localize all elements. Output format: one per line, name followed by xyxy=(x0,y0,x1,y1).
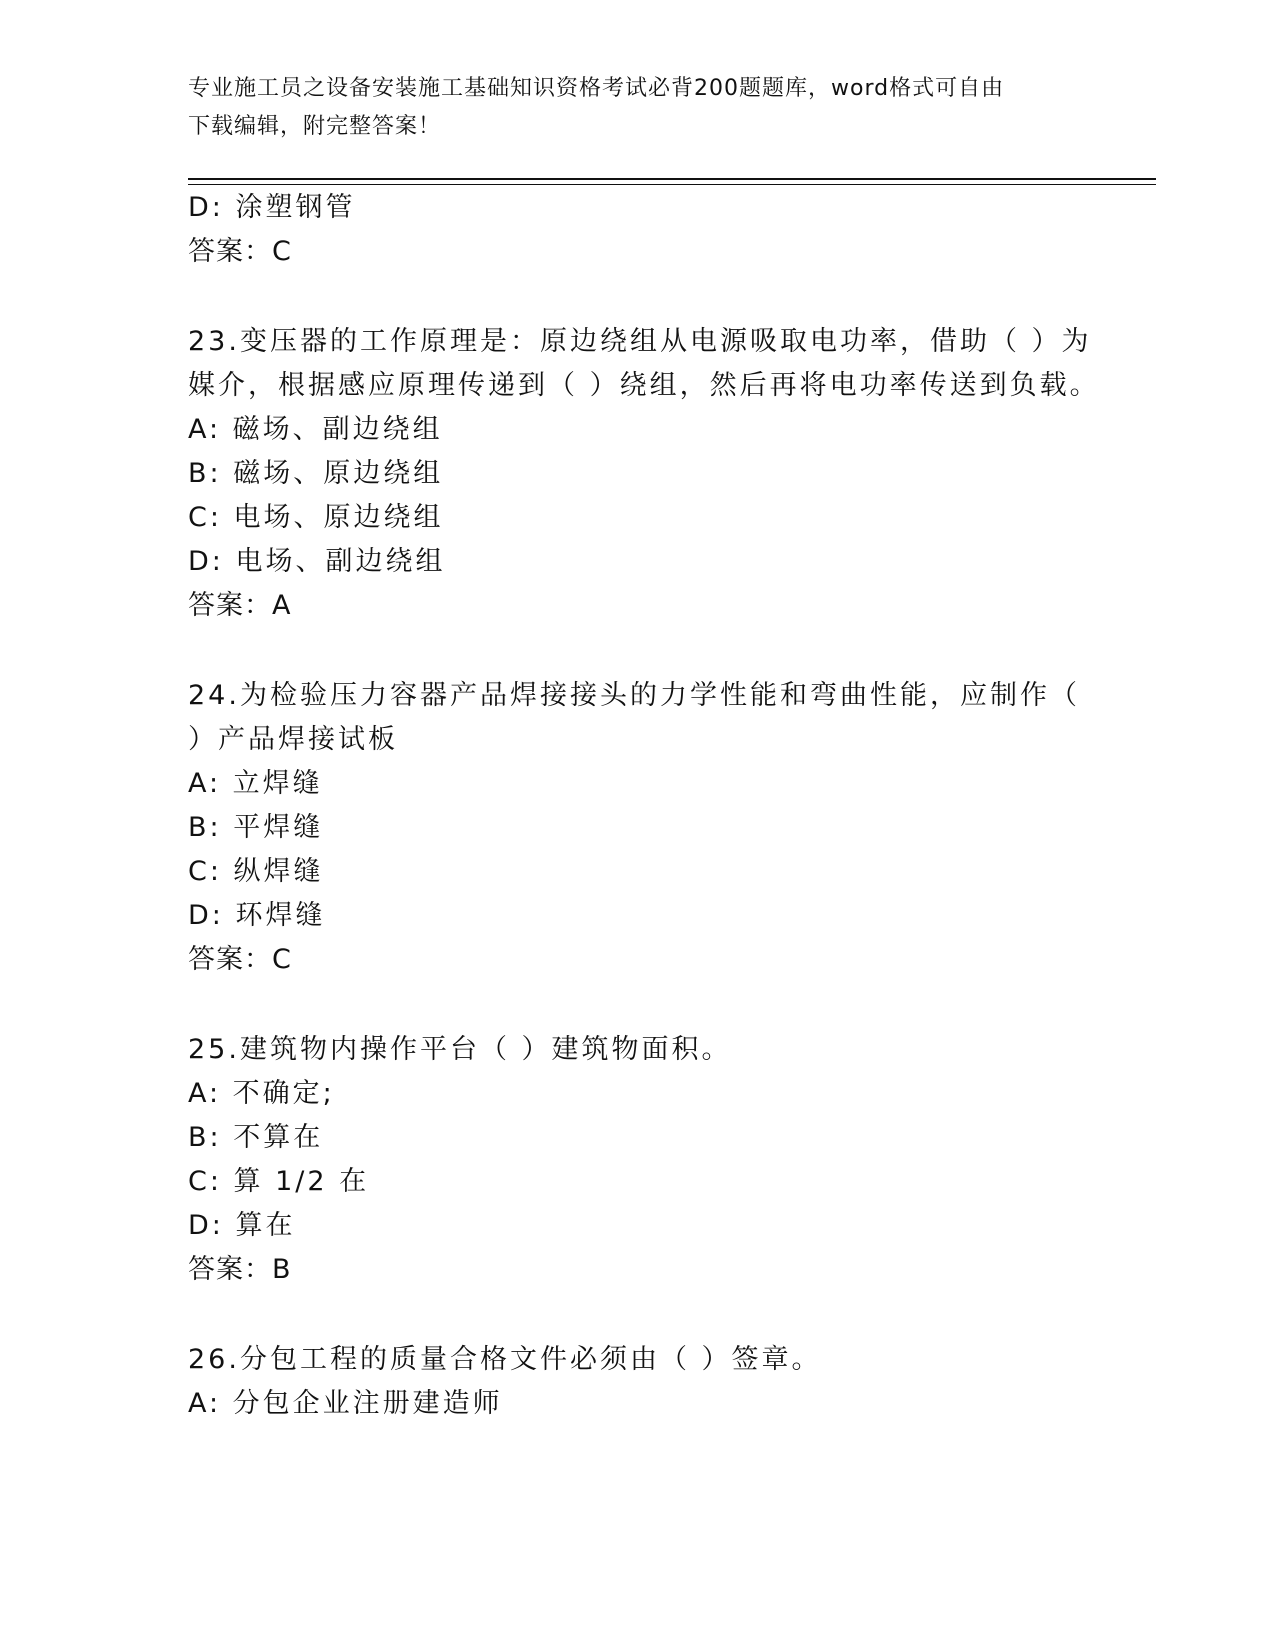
question-stem: 24.为检验压力容器产品焊接接头的力学性能和弯曲性能，应制作（ xyxy=(188,680,1080,711)
option-a: A: 不确定; xyxy=(188,1078,335,1109)
option-a: A: 分包企业注册建造师 xyxy=(188,1388,503,1419)
option-c: C: 算 1/2 在 xyxy=(188,1166,370,1197)
question-stem-continued: ）产品焊接试板 xyxy=(188,724,398,755)
option-b: B: 平焊缝 xyxy=(188,812,324,843)
option-d: D: 环焊缝 xyxy=(188,900,326,931)
question-stem: 26.分包工程的质量合格文件必须由（ ）签章。 xyxy=(188,1344,822,1375)
option-c: C: 电场、原边绕组 xyxy=(188,502,444,533)
header-rule-thick xyxy=(188,178,1156,180)
option-a: A: 磁场、副边绕组 xyxy=(188,414,443,445)
option-d: D: 涂塑钢管 xyxy=(188,192,356,223)
header-rule-thin xyxy=(188,184,1156,185)
answer-line: 答案：A xyxy=(188,590,292,621)
answer-line: 答案：C xyxy=(188,944,292,975)
answer-line: 答案：C xyxy=(188,236,292,267)
option-b: B: 不算在 xyxy=(188,1122,324,1153)
option-a: A: 立焊缝 xyxy=(188,768,323,799)
question-stem-continued: 媒介，根据感应原理传递到（ ）绕组，然后再将电功率传送到负载。 xyxy=(188,370,1100,401)
answer-line: 答案：B xyxy=(188,1254,292,1285)
option-d: D: 算在 xyxy=(188,1210,296,1241)
question-stem: 25.建筑物内操作平台（ ）建筑物面积。 xyxy=(188,1034,732,1065)
option-c: C: 纵焊缝 xyxy=(188,856,324,887)
page-header: 专业施工员之设备安装施工基础知识资格考试必背200题题库，word格式可自由 下载编辑，附完整答案！ xyxy=(188,76,1005,139)
question-stem: 23.变压器的工作原理是：原边绕组从电源吸取电功率，借助（ ）为 xyxy=(188,326,1092,357)
option-d: D: 电场、副边绕组 xyxy=(188,546,446,577)
option-b: B: 磁场、原边绕组 xyxy=(188,458,444,489)
